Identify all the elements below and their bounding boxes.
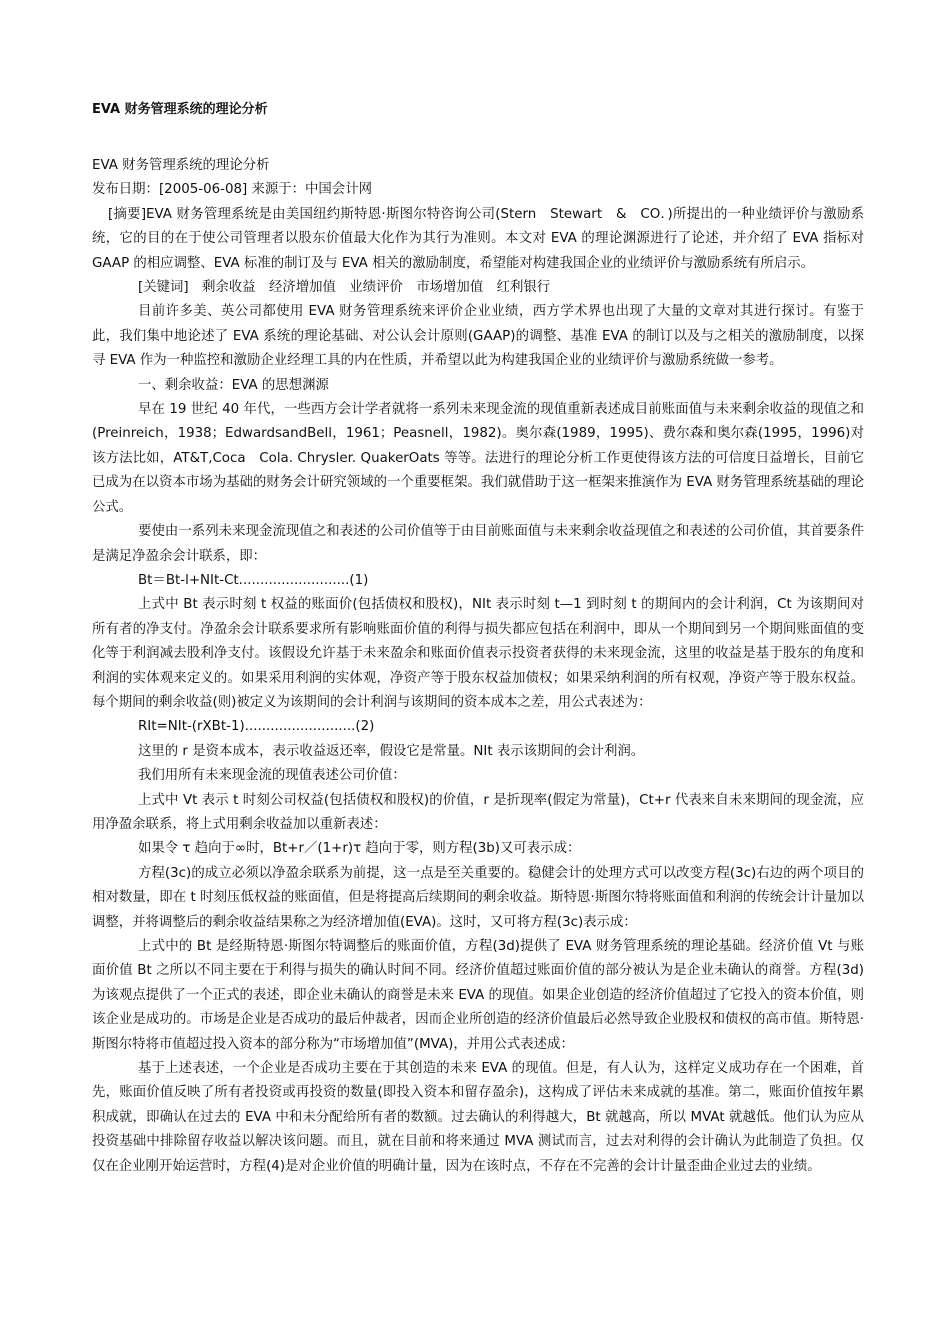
abstract-paragraph: [摘要]EVA 财务管理系统是由美国纽约斯特恩·斯图尔特咨询公司(Stern Stewart & CO．)所提出的一种业绩评价与激励系统，它的目的在于使公司管理者以股东价值最大化作为其行为准则。本文对 EVA 的理论渊源进行了论述，并介绍了 EVA 指标对 GAAP 的相应调整、EVA 标准的制订及与 EVA 相关的激励制度，希望能对构建我国企业的业绩评价与激励系统有所启示。: [92, 206, 864, 271]
equation-3d-paragraph: 上式中的 Bt 是经斯特恩·斯图尔特调整后的账面价值，方程(3d)提供了 EVA 财务管理系统的理论基础。经济价值 Vt 与账面价值 Bt 之所以不同主要在于利得与损失的确认时间不同。经济价值超过账面价值的部分被认为是企业未确认的商誉。方程(3d)为该观点提供了一个正式的表述，即企业未确认的商誉是未来 EVA 的现值。如果企业创造的经济价值超过了它投入的资本价值，则该企业是成功的。市场是企业是否成功的最后仲裁者，因而企业所创造的经济价值最后必然导致企业股权和债权的高市值。斯特恩·斯图尔特将市值超过投入资本的部分称为“市场增加值”(MVA)，并用公式表述成：: [92, 939, 864, 1052]
condition-paragraph: 要使由一系列未来现金流现值之和表述的公司价值等于由目前账面值与未来剩余收益现值之和表述的公司价值，其首要条件是满足净盈余会计联系，即：: [92, 524, 864, 564]
history-paragraph: 早在 19 世纪 40 年代，一些西方会计学者就将一系列未来现金流的现值重新表述成目前账面值与未来剩余收益的现值之和(Preinreich，1938；EdwardsandBell，1961；Peasnell，1982)。奥尔森(1989，1995)、费尔森和奥尔森(1995，1996)对该方法比如，AT&T,Coca Cola. Chrysler. QuakerOats 等等。法进行的理论分析工作更使得该方法的可信度日益增长，目前它已成为在以资本市场为基础的财务会计研究领域的一个重要框架。我们就借助于这一框架来推演作为 EVA 财务管理系统基础的理论公式。: [92, 402, 864, 515]
r-paragraph: 这里的 r 是资本成本，表示收益返还率，假设它是常量。NIt 表示该期间的会计利润。: [138, 743, 645, 759]
publish-meta: 发布日期：[2005-06-08] 来源于：中国会计网: [92, 182, 372, 198]
equation-3c-paragraph: 方程(3c)的成立必须以净盈余联系为前提，这一点是至关重要的。稳健会计的处理方式可以改变方程(3c)右边的两个项目的相对数量，即在 t 时刻压低权益的账面值，但是将提高后续期间的剩余收益。斯特恩·斯图尔特将账面值和利润的传统会计计量加以调整，并将调整后的剩余收益结果称之为经济增加值(EVA)。这时，又可将方程(3c)表示成：: [92, 865, 864, 930]
vt-paragraph: 上式中 Vt 表示 t 时刻公司权益(包括债权和股权)的价值，r 是折现率(假定为常量)，Ct+r 代表来自未来期间的现金流，应用净盈余联系，将上式用剩余收益加以重新表述：: [92, 792, 864, 832]
value-paragraph: 我们用所有未来现金流的现值表述公司价值：: [138, 768, 406, 784]
formula-2: RIt=NIt-(rXBt-1)..........................(2): [138, 719, 375, 735]
document-title: EVA 财务管理系统的理论分析: [92, 102, 268, 117]
keywords-line: [关键词] 剩余收益 经济增加值 业绩评价 市场增加值 红利银行: [138, 280, 551, 296]
final-paragraph: 基于上述表述，一个企业是否成功主要在于其创造的未来 EVA 的现值。但是，有人认为，这样定义成功存在一个困难，首先，账面价值反映了所有者投资或再投资的数量(即投入资本和留存盈余)，这构成了评估未来成就的基准。第二，账面价值按年累积成就，即确认在过去的 EVA 中和未分配给所有者的数额。过去确认的利得越大，Bt 就越高，所以 MVAt 就越低。他们认为应从投资基础中排除留存收益以解决该问题。而且，就在目前和将来通过 MVA 测试而言，过去对利得的会计确认为此制造了负担。仅仅在企业刚开始运营时，方程(4)是对企业价值的明确计量，因为在该时点，不存在不完善的会计计量歪曲企业过去的业绩。: [92, 1061, 864, 1174]
intro-paragraph: 目前许多美、英公司都使用 EVA 财务管理系统来评价企业业绩，西方学术界也出现了大量的文章对其进行探讨。有鉴于此，我们集中地论述了 EVA 系统的理论基础、对公认会计原则(GAAP)的调整、基准 EVA 的制订以及与之相关的激励制度，以探寻 EVA 作为一种监控和激励企业经理工具的内在性质，并希望以此为构建我国企业的业绩评价与激励系统做一参考。: [92, 304, 864, 369]
explanation-paragraph-1: 上式中 Bt 表示时刻 t 权益的账面价(包括债权和股权)，NIt 表示时刻 t—1 到时刻 t 的期间内的会计利润，Ct 为该期间对所有者的净支付。净盈余会计联系要求所有影响账面价值的利得与损失都应包括在利润中，即从一个期间到另一个期间账面值的变化等于利润减去股利净支付。该假设允许基于未来盈余和账面价值表示投资者获得的未来现金流，这里的收益是基于股东的角度和利润的实体观来定义的。如果采用利润的实体观，净资产等于股东权益加债权；如果采纳利润的所有权观，净资产等于股东权益。每个期间的剩余收益(则)被定义为该期间的会计利润与该期间的资本成本之差，用公式表述为：: [92, 597, 864, 710]
document-page: [92, 100, 864, 1179]
section-heading: 一、剩余收益：EVA 的思想渊源: [138, 377, 329, 393]
subtitle: EVA 财务管理系统的理论分析: [92, 158, 270, 173]
tau-paragraph: 如果令 τ 趋向于∞时，Bt+r／(1+r)τ 趋向于零，则方程(3b)又可表示成：: [138, 841, 581, 857]
formula-1: Bt＝Bt-l+NIt-Ct..........................(1): [138, 572, 369, 588]
